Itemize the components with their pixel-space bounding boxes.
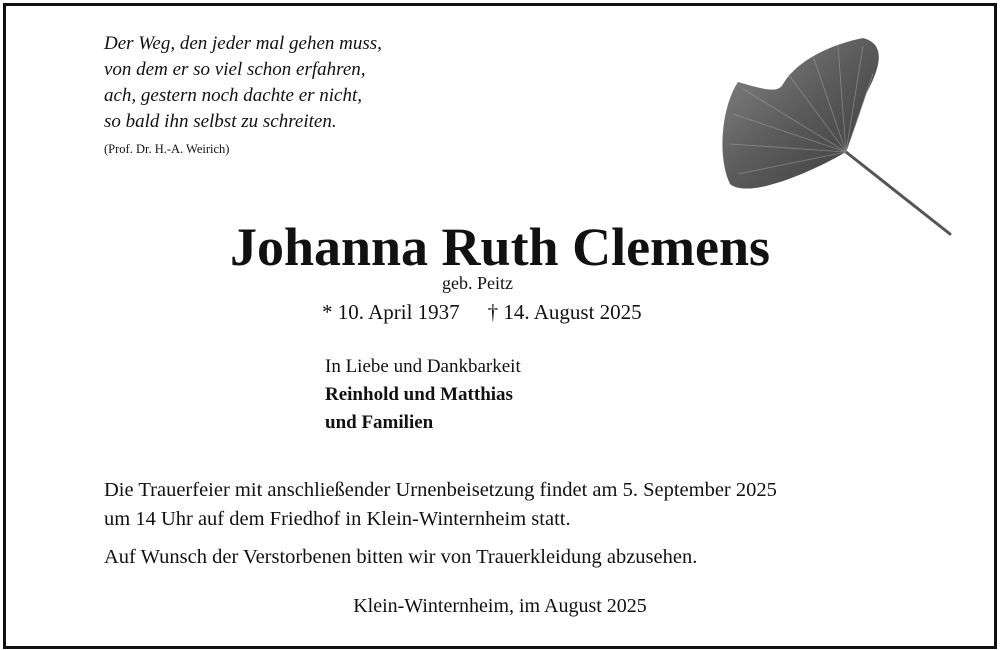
notice-line: um 14 Uhr auf dem Friedhof in Klein-Winternheim statt.: [104, 508, 571, 530]
notice-line: Die Trauerfeier mit anschließender Urnenbeisetzung findet am 5. September 2025: [104, 479, 777, 501]
funeral-notice: [104, 476, 777, 572]
mourners-intro: In Liebe und Dankbarkeit: [325, 356, 521, 377]
mourners-families: und Familien: [325, 412, 434, 433]
poem: [104, 31, 382, 157]
birth-date: * 10. April 1937: [322, 300, 460, 324]
poem-line: ach, gestern noch dachte er nicht,: [104, 85, 363, 106]
poem-attribution: (Prof. Dr. H.-A. Weirich): [104, 142, 230, 156]
mourners: [325, 353, 521, 437]
poem-line: so bald ihn selbst zu schreiten.: [104, 111, 337, 132]
ginkgo-leaf-icon: [718, 34, 958, 238]
death-date: † 14. August 2025: [487, 300, 642, 324]
mourners-names: Reinhold und Matthias: [325, 384, 513, 405]
life-dates: [322, 298, 642, 326]
deceased-name: Johanna Ruth Clemens: [229, 217, 771, 277]
poem-line: von dem er so viel schon erfahren,: [104, 59, 366, 80]
notice-line: Auf Wunsch der Verstorbenen bitten wir von Trauerkleidung abzusehen.: [104, 546, 698, 568]
place-date: Klein-Winternheim, im August 2025: [353, 595, 647, 617]
maiden-name: geb. Peitz: [442, 273, 513, 293]
poem-line: Der Weg, den jeder mal gehen muss,: [104, 33, 382, 54]
